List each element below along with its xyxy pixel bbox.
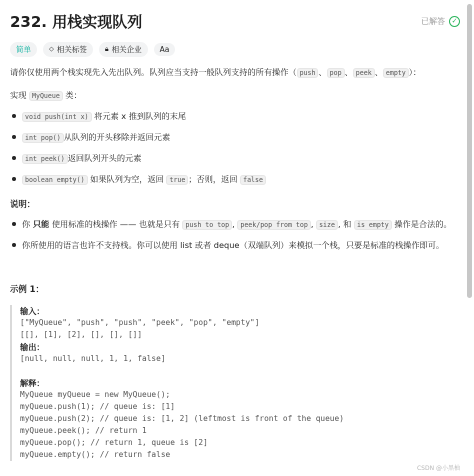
- note-text: 使用标准的栈操作 —— 也就是只有: [51, 219, 180, 229]
- code-size: size: [316, 220, 338, 230]
- problem-content: [10, 6, 460, 461]
- list-item: [10, 218, 460, 231]
- method-signature: void push(int x): [22, 112, 92, 122]
- method-desc: 返回队列开头的元素: [67, 153, 142, 163]
- input-label: 输入：: [20, 306, 45, 316]
- example-block: [10, 305, 460, 461]
- output-label: 输出：: [20, 342, 45, 352]
- code-pop: pop: [327, 68, 345, 78]
- note-text: 操作是合法的。: [394, 219, 452, 229]
- tag-icon: ⬦: [49, 45, 54, 53]
- explain-line: myQueue.peek(); // return 1: [20, 426, 147, 435]
- input-line: [[], [1], [2], [], [], []]: [20, 330, 143, 339]
- related-companies-label: 相关企业: [111, 45, 142, 54]
- explain-line: myQueue.push(1); // queue is: [1]: [20, 402, 175, 411]
- implement-prefix: 实现: [10, 90, 27, 100]
- note-text: , 和: [337, 219, 352, 229]
- solved-status: [421, 16, 460, 27]
- note-bold: 只能: [32, 219, 50, 229]
- code-push: push: [297, 68, 319, 78]
- notes-heading: 说明：: [10, 199, 36, 209]
- code-peek-pop: peek/pop from top: [237, 220, 311, 230]
- input-line: ["MyQueue", "push", "push", "peek", "pop", "empty"]: [20, 318, 260, 327]
- intro-end: ）：: [408, 67, 422, 77]
- method-signature: boolean empty(): [22, 175, 88, 185]
- example-heading: 示例 1：: [10, 284, 44, 294]
- method-desc: 从队列的开头移除并返回元素: [63, 132, 171, 142]
- related-tags-button[interactable]: [43, 42, 93, 57]
- note-text: 你: [22, 219, 31, 229]
- explain-line: myQueue.pop(); // return 1, queue is [2]: [20, 438, 208, 447]
- related-companies-button[interactable]: [99, 42, 148, 57]
- code-true: true: [166, 175, 188, 185]
- watermark: CSDN @小黑柚: [416, 465, 460, 472]
- check-circle-icon: ✓: [449, 16, 460, 27]
- implement-line: [10, 89, 460, 102]
- method-list: [10, 110, 460, 186]
- code-class-name: MyQueue: [29, 91, 63, 101]
- method-signature: int peek(): [22, 154, 68, 164]
- code-push-to-top: push to top: [182, 220, 232, 230]
- font-size-icon: Aa: [159, 45, 170, 54]
- explain-label: 解释：: [20, 378, 45, 388]
- output-line: [null, null, null, 1, 1, false]: [20, 354, 166, 363]
- method-desc: 如果队列为空，返回: [90, 174, 164, 184]
- explain-line: myQueue.push(2); // queue is: [1, 2] (leftmost is front of the queue): [20, 414, 344, 423]
- difficulty-badge[interactable]: 简单: [10, 42, 37, 57]
- tag-bar: [10, 42, 460, 57]
- explain-line: MyQueue myQueue = new MyQueue();: [20, 390, 171, 399]
- note-text: ,: [310, 219, 314, 229]
- list-item: [10, 173, 460, 186]
- implement-suffix: 类：: [65, 90, 82, 100]
- problem-header: [10, 6, 460, 36]
- vertical-scrollbar[interactable]: [466, 0, 472, 476]
- code-is-empty: is empty: [354, 220, 392, 230]
- lock-icon: 🔒︎: [104, 45, 109, 53]
- intro-paragraph: 请你仅使用两个栈实现先入先出队列。队列应当支持一般队列支持的所有操作（ push 、 pop 、 peek 、 empty ）：: [10, 67, 422, 77]
- method-desc: ；否则，返回: [188, 174, 238, 184]
- method-signature: int pop(): [22, 133, 64, 143]
- list-item: [10, 239, 460, 251]
- code-empty: empty: [383, 68, 409, 78]
- code-false: false: [240, 175, 266, 185]
- method-desc: 将元素 x 推到队列的末尾: [94, 111, 187, 121]
- scrollbar-thumb[interactable]: [467, 4, 472, 298]
- list-item: [10, 110, 460, 123]
- notes-list: [10, 218, 460, 251]
- explain-line: myQueue.empty(); // return false: [20, 450, 171, 459]
- problem-title: 232. 用栈实现队列: [10, 12, 143, 31]
- note-text: ,: [232, 219, 235, 229]
- solved-label: 已解答: [421, 16, 445, 26]
- note-text: 你所使用的语言也许不支持栈。你可以使用 list 或者 deque（双端队列）来模拟一个栈，只要是标准的栈操作即可。: [22, 240, 445, 250]
- font-size-button[interactable]: [154, 43, 176, 56]
- code-peek: peek: [353, 68, 375, 78]
- list-item: [10, 131, 460, 144]
- list-item: [10, 152, 460, 165]
- intro-text: 请你仅使用两个栈实现先入先出队列。队列应当支持一般队列支持的所有操作（: [10, 67, 297, 77]
- related-tags-label: 相关标签: [56, 45, 87, 54]
